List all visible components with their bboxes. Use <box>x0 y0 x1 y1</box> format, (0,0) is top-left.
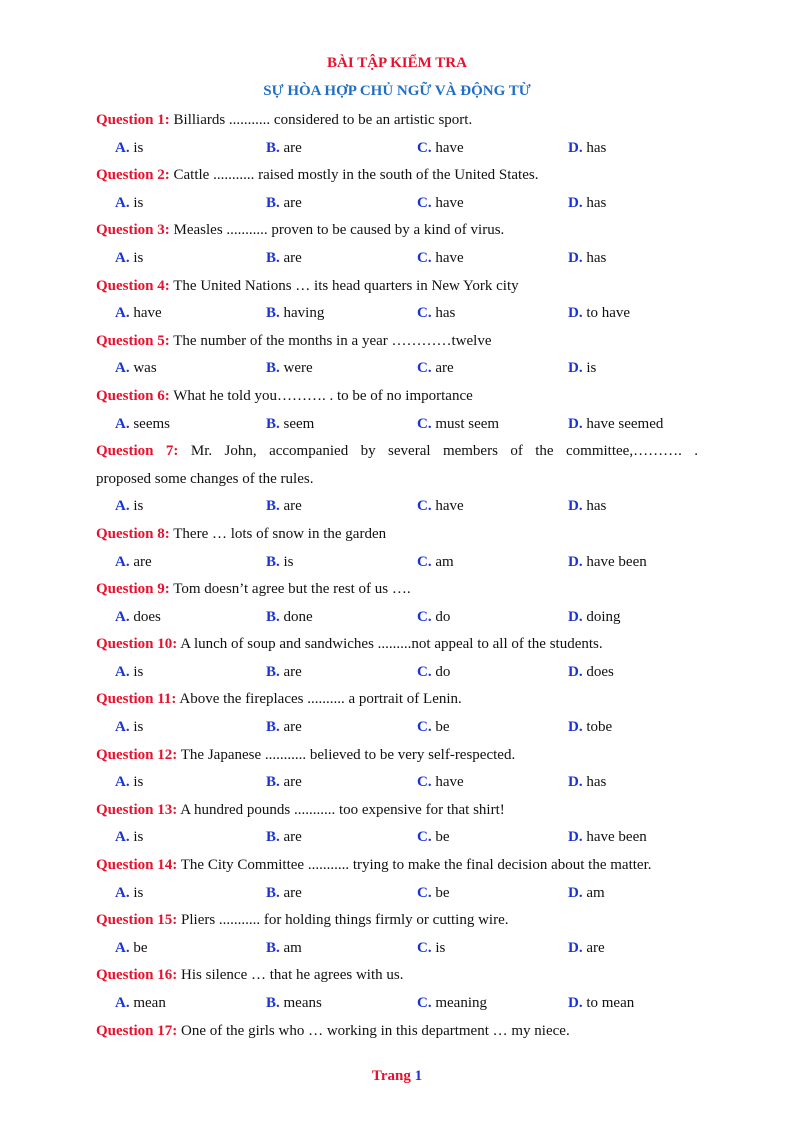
option-text: are <box>283 139 302 156</box>
option-text: are <box>283 249 302 266</box>
option-letter: B. <box>266 995 280 1011</box>
option-text: are <box>435 360 454 377</box>
option-c <box>417 300 455 328</box>
option-text: am <box>283 939 302 956</box>
option-text: do <box>435 608 451 625</box>
option-letter: C. <box>417 249 432 266</box>
option-text: must seem <box>435 415 500 432</box>
option-letter: A. <box>115 194 130 211</box>
question-10 <box>96 631 698 659</box>
option-d <box>568 411 663 439</box>
question-label: Question 9: <box>96 581 170 598</box>
option-letter: D. <box>568 608 583 625</box>
option-text: be <box>435 884 450 901</box>
answer-options <box>96 935 698 963</box>
option-a <box>115 935 148 963</box>
option-letter: A. <box>115 415 130 432</box>
option-text: are <box>283 884 302 901</box>
question-text: Billiards ........... considered to be an artistic sport. <box>173 112 473 128</box>
option-text: be <box>133 939 148 956</box>
option-letter: B. <box>266 939 280 956</box>
footer-label: Trang <box>371 1068 415 1084</box>
option-d <box>568 769 606 797</box>
option-letter: D. <box>568 663 583 680</box>
option-letter: C. <box>417 774 432 791</box>
option-b <box>266 355 313 383</box>
option-letter: B. <box>266 663 280 680</box>
option-text: were <box>283 360 313 377</box>
option-d <box>568 245 606 273</box>
option-text: is <box>133 774 144 791</box>
option-text: have been <box>586 829 647 846</box>
question-text: The number of the months in a year …………twelve <box>173 332 492 349</box>
page-subtitle: SỰ HÒA HỢP CHỦ NGỮ VÀ ĐỘNG TỪ <box>263 83 531 99</box>
option-text: be <box>435 719 450 736</box>
question-text: One of the girls who … working in this department … my niece. <box>181 1022 570 1039</box>
option-letter: B. <box>266 415 280 432</box>
question-label: Question 17: <box>96 1022 178 1039</box>
option-text: does <box>586 663 614 680</box>
question-text-continued: proposed some changes of the rules. <box>96 470 314 487</box>
option-d <box>568 493 606 521</box>
option-text: is <box>133 139 144 156</box>
question-label: Question 7: <box>96 443 179 460</box>
option-letter: A. <box>115 774 130 791</box>
option-letter: A. <box>115 553 130 570</box>
option-b <box>266 604 313 632</box>
option-b <box>266 935 302 963</box>
question-text: There … lots of snow in the garden <box>173 525 387 542</box>
option-letter: C. <box>417 360 432 377</box>
option-a <box>115 769 143 797</box>
option-text: mean <box>133 995 166 1011</box>
option-b <box>266 135 302 163</box>
option-letter: D. <box>568 884 583 901</box>
option-letter: A. <box>115 305 130 322</box>
question-label: Question 4: <box>96 277 170 294</box>
question-9 <box>96 576 698 604</box>
question-text: A lunch of soup and sandwiches .........not appeal to all of the students. <box>180 636 603 653</box>
option-a <box>115 355 157 383</box>
option-d <box>568 604 621 632</box>
option-d <box>568 935 605 963</box>
answer-options <box>96 245 698 273</box>
option-letter: C. <box>417 139 432 156</box>
option-a <box>115 880 143 908</box>
answer-options <box>96 714 698 742</box>
option-text: are <box>283 829 302 846</box>
option-letter: A. <box>115 939 130 956</box>
option-letter: D. <box>568 774 583 791</box>
question-text: Mr. John, accompanied by several members of the committee,………. . <box>190 443 699 460</box>
question-label: Question 16: <box>96 967 178 984</box>
page-title: BÀI TẬP KIỂM TRA <box>327 55 467 71</box>
answer-options <box>96 300 698 328</box>
option-text: meaning <box>435 995 487 1011</box>
question-label: Question 14: <box>96 857 178 874</box>
option-text: has <box>586 249 607 266</box>
page-footer <box>0 1068 794 1085</box>
option-text: does <box>133 608 161 625</box>
question-5 <box>96 328 698 356</box>
option-letter: D. <box>568 829 583 846</box>
question-label: Question 6: <box>96 387 170 404</box>
option-a <box>115 824 143 852</box>
option-text: has <box>586 139 607 156</box>
option-letter: B. <box>266 498 280 515</box>
option-text: is <box>133 719 144 736</box>
question-text: Cattle ........... raised mostly in the south of the United States. <box>173 167 539 184</box>
option-c <box>417 493 464 521</box>
option-b <box>266 990 322 1018</box>
question-text: Measles ........... proven to be caused by a kind of virus. <box>173 222 505 239</box>
option-letter: D. <box>568 139 583 156</box>
option-a <box>115 714 143 742</box>
option-text: doing <box>586 608 621 625</box>
question-13 <box>96 797 698 825</box>
question-label: Question 10: <box>96 636 178 653</box>
option-c <box>417 880 450 908</box>
option-d <box>568 880 605 908</box>
option-a <box>115 245 143 273</box>
question-list <box>96 107 698 1045</box>
question-text: A hundred pounds ........... too expensive for that shirt! <box>180 801 505 818</box>
option-c <box>417 714 450 742</box>
option-letter: A. <box>115 719 130 736</box>
option-letter: C. <box>417 884 432 901</box>
question-14 <box>96 852 698 880</box>
option-letter: D. <box>568 194 583 211</box>
answer-options <box>96 880 698 908</box>
option-text: has <box>586 774 607 791</box>
option-d <box>568 659 614 687</box>
option-text: is <box>283 553 294 570</box>
option-a <box>115 659 143 687</box>
option-text: to mean <box>586 995 635 1011</box>
option-d <box>568 300 630 328</box>
option-letter: D. <box>568 249 583 266</box>
answer-options <box>96 769 698 797</box>
question-1 <box>96 107 698 135</box>
option-letter: C. <box>417 663 432 680</box>
option-text: seems <box>133 415 171 432</box>
option-text: do <box>435 663 451 680</box>
option-letter: C. <box>417 305 432 322</box>
option-c <box>417 769 464 797</box>
option-c <box>417 355 454 383</box>
option-letter: C. <box>417 995 432 1011</box>
question-11 <box>96 686 698 714</box>
option-letter: D. <box>568 719 583 736</box>
option-c <box>417 990 487 1018</box>
option-text: are <box>283 194 302 211</box>
option-letter: A. <box>115 360 130 377</box>
option-a <box>115 990 166 1018</box>
option-text: is <box>586 360 597 377</box>
option-text: seem <box>283 415 315 432</box>
option-text: have <box>435 194 464 211</box>
question-7 <box>96 438 698 466</box>
page-number: 1 <box>414 1068 423 1084</box>
option-letter: B. <box>266 829 280 846</box>
option-text: is <box>133 884 144 901</box>
option-letter: A. <box>115 829 130 846</box>
option-text: have <box>435 139 464 156</box>
question-label: Question 3: <box>96 222 170 239</box>
option-a <box>115 604 161 632</box>
option-b <box>266 411 314 439</box>
option-d <box>568 714 612 742</box>
option-letter: A. <box>115 663 130 680</box>
answer-options <box>96 549 698 577</box>
option-letter: B. <box>266 608 280 625</box>
option-text: has <box>435 305 456 322</box>
option-letter: A. <box>115 498 130 515</box>
option-c <box>417 411 499 439</box>
option-letter: C. <box>417 829 432 846</box>
option-letter: A. <box>115 608 130 625</box>
option-text: is <box>133 663 144 680</box>
option-text: am <box>435 553 454 570</box>
option-b <box>266 714 302 742</box>
question-label: Question 8: <box>96 525 170 542</box>
option-text: have seemed <box>586 415 664 432</box>
option-letter: B. <box>266 884 280 901</box>
option-text: has <box>586 194 607 211</box>
question-12 <box>96 742 698 770</box>
option-text: be <box>435 829 450 846</box>
answer-options <box>96 135 698 163</box>
option-text: are <box>283 719 302 736</box>
option-a <box>115 411 170 439</box>
option-b <box>266 300 324 328</box>
option-letter: A. <box>115 884 130 901</box>
option-letter: B. <box>266 194 280 211</box>
answer-options <box>96 824 698 852</box>
option-letter: A. <box>115 995 130 1011</box>
question-text: Pliers ........... for holding things firmly or cutting wire. <box>181 912 509 929</box>
option-d <box>568 190 606 218</box>
question-label: Question 5: <box>96 332 170 349</box>
option-text: was <box>133 360 157 377</box>
option-c <box>417 190 464 218</box>
option-c <box>417 659 450 687</box>
question-2 <box>96 162 698 190</box>
option-letter: B. <box>266 249 280 266</box>
option-letter: D. <box>568 939 583 956</box>
answer-options <box>96 411 698 439</box>
option-letter: B. <box>266 305 280 322</box>
question-3 <box>96 217 698 245</box>
option-a <box>115 300 162 328</box>
option-d <box>568 355 596 383</box>
question-text: The Japanese ........... believed to be very self-respected. <box>180 746 516 763</box>
answer-options <box>96 355 698 383</box>
option-text: is <box>133 498 144 515</box>
option-letter: D. <box>568 305 583 322</box>
option-letter: B. <box>266 774 280 791</box>
option-letter: D. <box>568 995 583 1011</box>
question-label: Question 15: <box>96 912 178 929</box>
option-letter: D. <box>568 553 583 570</box>
option-text: have <box>435 774 464 791</box>
option-text: are <box>283 663 302 680</box>
option-letter: D. <box>568 498 583 515</box>
question-label: Question 1: <box>96 112 170 128</box>
question-17 <box>96 1018 698 1046</box>
answer-options <box>96 604 698 632</box>
question-label: Question 11: <box>96 691 177 708</box>
option-d <box>568 135 606 163</box>
option-letter: A. <box>115 139 130 156</box>
question-text: His silence … that he agrees with us. <box>181 967 404 984</box>
option-letter: D. <box>568 360 583 377</box>
option-b <box>266 190 302 218</box>
option-letter: C. <box>417 719 432 736</box>
option-text: is <box>133 249 144 266</box>
option-b <box>266 769 302 797</box>
option-text: are <box>133 553 152 570</box>
option-text: are <box>283 774 302 791</box>
answer-options <box>96 990 698 1018</box>
question-4 <box>96 273 698 301</box>
answer-options <box>96 659 698 687</box>
option-letter: B. <box>266 139 280 156</box>
option-letter: C. <box>417 498 432 515</box>
option-text: have been <box>586 553 647 570</box>
option-d <box>568 990 634 1018</box>
option-letter: A. <box>115 249 130 266</box>
option-letter: C. <box>417 608 432 625</box>
option-text: is <box>133 194 144 211</box>
question-text: The City Committee ........... trying to make the final decision about the matter. <box>180 857 652 874</box>
option-text: is <box>435 939 446 956</box>
question-text: The United Nations … its head quarters in New York city <box>173 277 519 294</box>
option-text: am <box>586 884 605 901</box>
option-c <box>417 935 445 963</box>
question-15 <box>96 907 698 935</box>
option-text: are <box>586 939 605 956</box>
option-text: are <box>283 498 302 515</box>
question-label: Question 12: <box>96 746 178 763</box>
option-text: has <box>586 498 607 515</box>
option-letter: B. <box>266 360 280 377</box>
question-label: Question 13: <box>96 801 178 818</box>
option-b <box>266 493 302 521</box>
option-text: have <box>133 305 162 322</box>
option-a <box>115 190 143 218</box>
option-text: to have <box>586 305 631 322</box>
question-label: Question 2: <box>96 167 170 184</box>
option-letter: C. <box>417 939 432 956</box>
option-c <box>417 824 450 852</box>
option-text: done <box>283 608 313 625</box>
question-8 <box>96 521 698 549</box>
option-c <box>417 604 450 632</box>
option-b <box>266 549 294 577</box>
option-a <box>115 135 143 163</box>
option-d <box>568 549 647 577</box>
option-text: have <box>435 249 464 266</box>
option-text: is <box>133 829 144 846</box>
question-16 <box>96 962 698 990</box>
option-c <box>417 549 454 577</box>
option-letter: C. <box>417 553 432 570</box>
option-letter: B. <box>266 719 280 736</box>
question-text: What he told you………. . to be of no importance <box>173 387 473 404</box>
option-text: have <box>435 498 464 515</box>
answer-options <box>96 493 698 521</box>
option-b <box>266 824 302 852</box>
option-a <box>115 549 152 577</box>
option-b <box>266 245 302 273</box>
answer-options <box>96 190 698 218</box>
option-b <box>266 659 302 687</box>
option-c <box>417 135 464 163</box>
option-letter: D. <box>568 415 583 432</box>
question-text: Above the fireplaces .......... a portrait of Lenin. <box>179 691 462 708</box>
option-d <box>568 824 647 852</box>
option-text: having <box>283 305 325 322</box>
option-text: tobe <box>586 719 613 736</box>
question-text: Tom doesn’t agree but the rest of us …. <box>173 581 411 598</box>
option-c <box>417 245 464 273</box>
option-b <box>266 880 302 908</box>
option-letter: C. <box>417 415 432 432</box>
option-letter: C. <box>417 194 432 211</box>
question-6 <box>96 383 698 411</box>
option-text: means <box>283 995 322 1011</box>
option-letter: B. <box>266 553 280 570</box>
option-a <box>115 493 143 521</box>
